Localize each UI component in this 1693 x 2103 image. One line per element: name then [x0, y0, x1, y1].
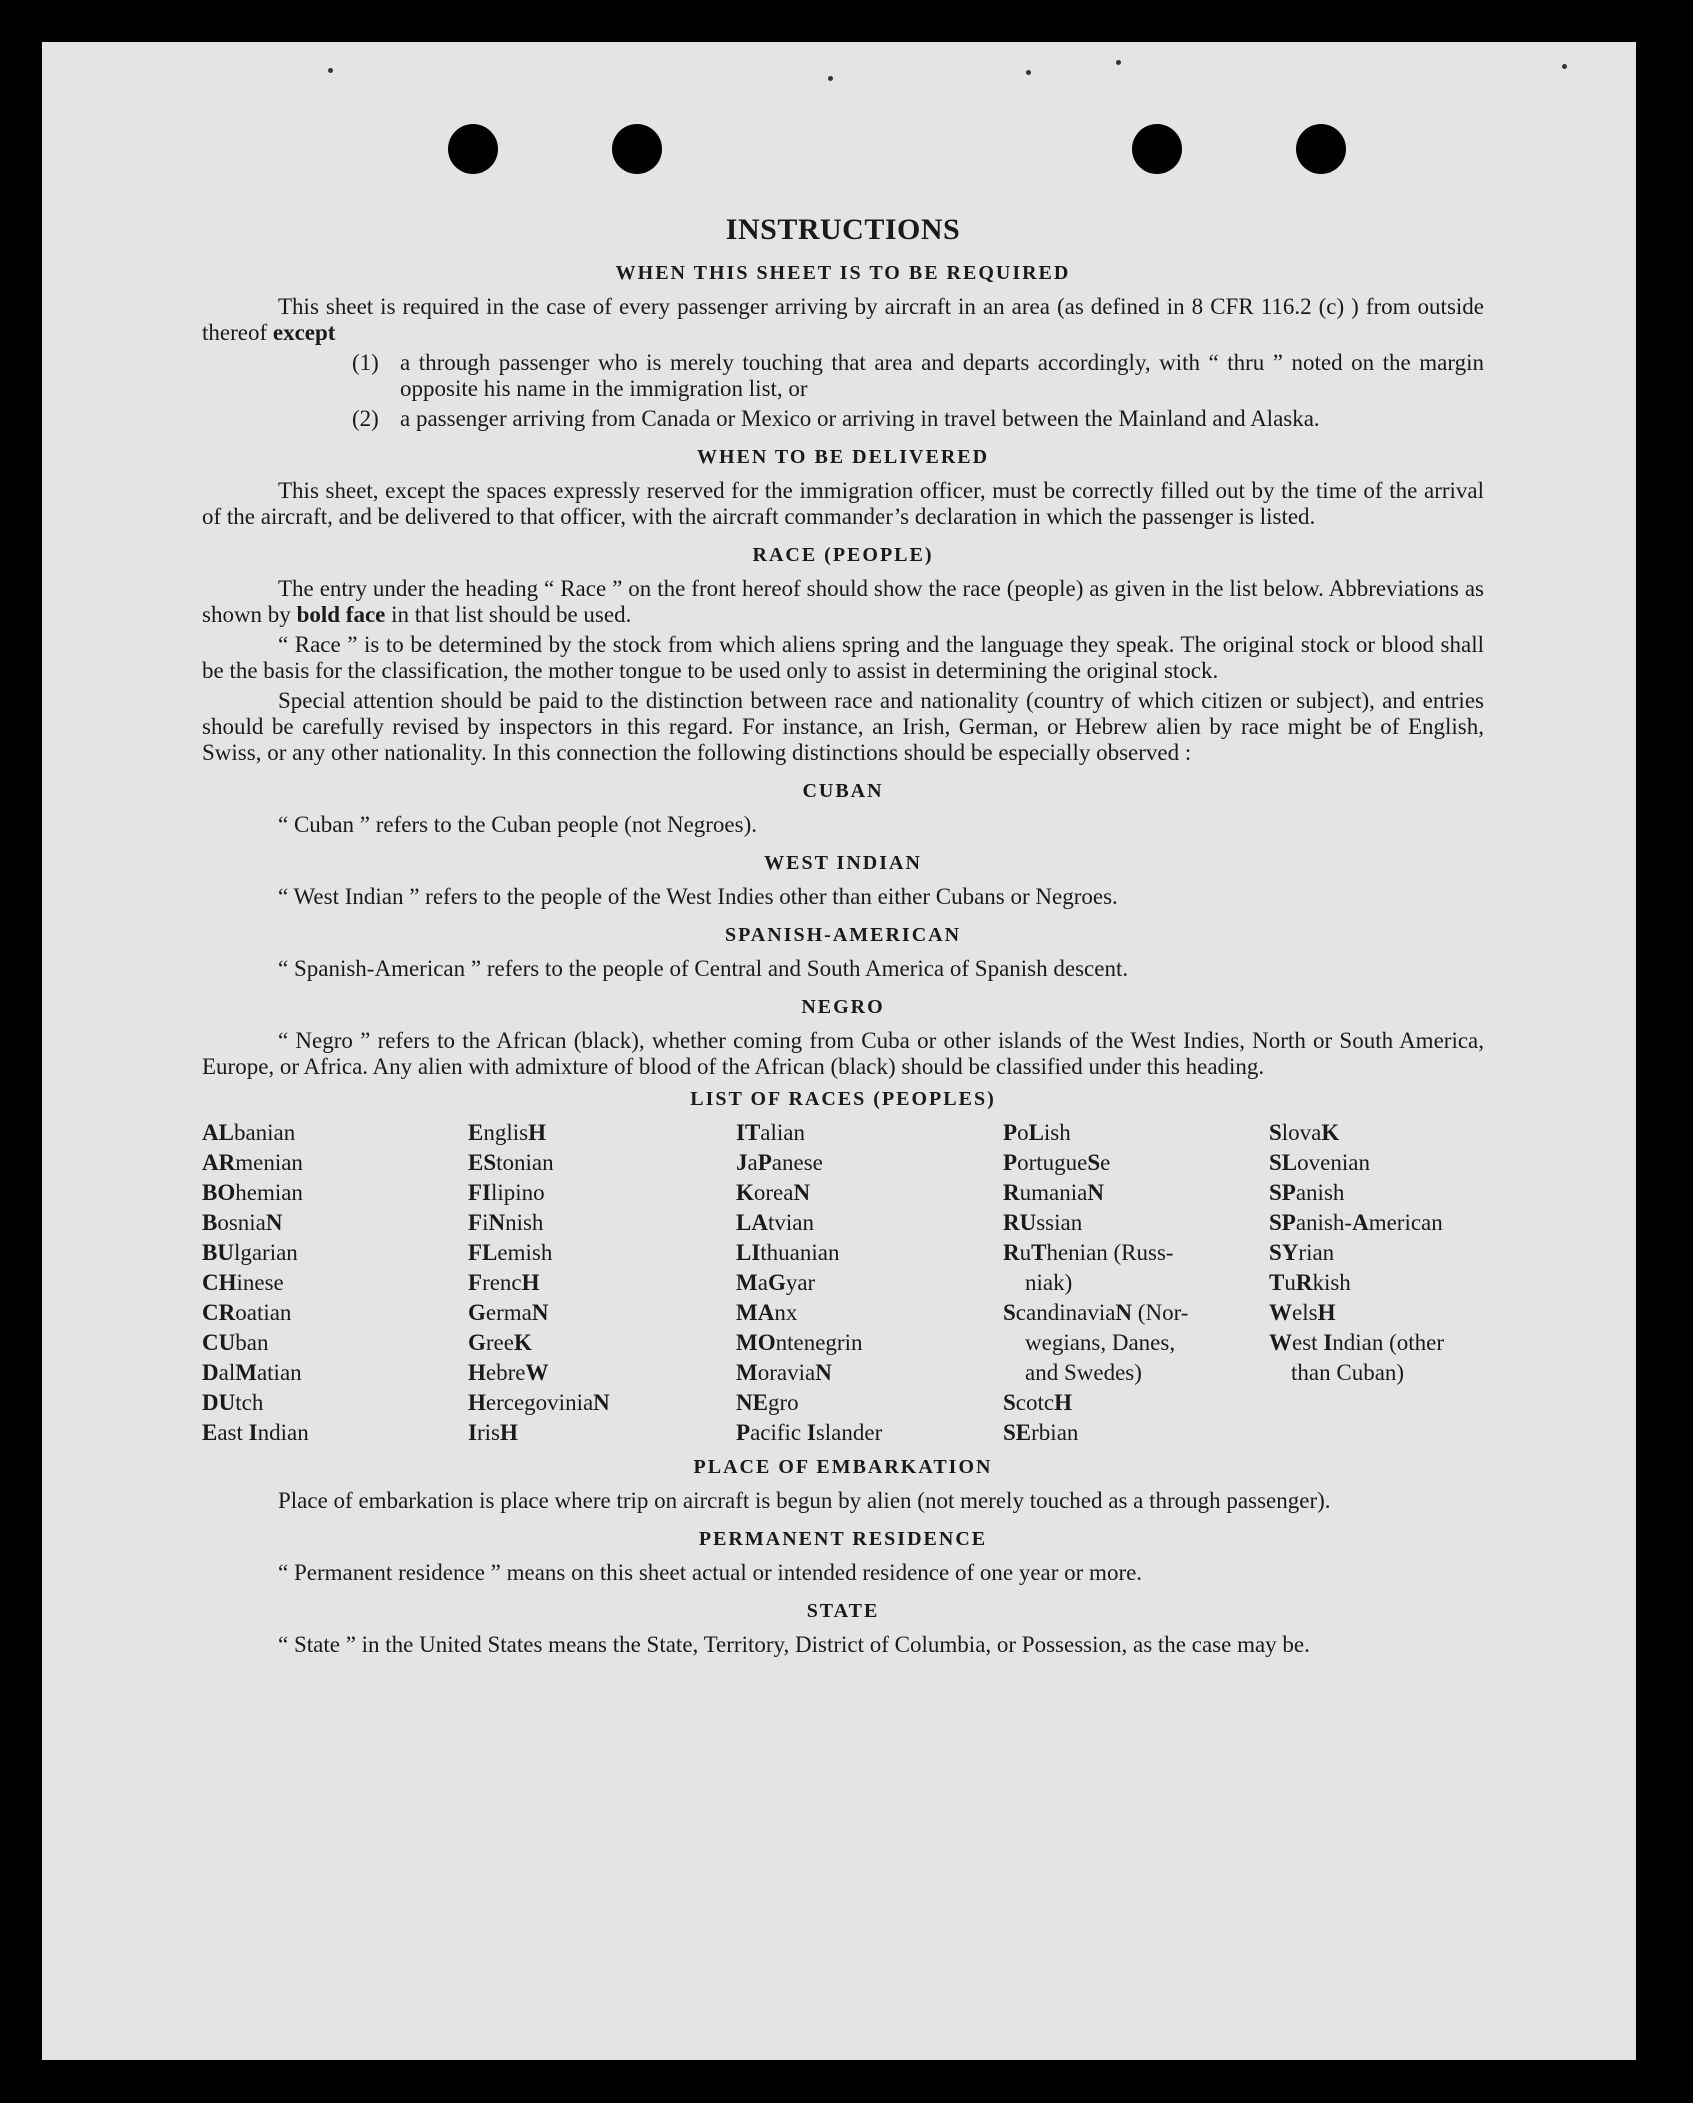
race-entry: CUban	[202, 1330, 269, 1355]
heading-race: RACE (PEOPLE)	[752, 544, 934, 566]
heading-spanish-american: SPANISH-AMERICAN	[724, 924, 962, 946]
spanish-american-text: “ Spanish-American ” refers to the people of Central and South America of Spanish descent.	[278, 956, 1129, 981]
race-entry: SlovaK	[1269, 1120, 1340, 1145]
race-entry: GermaN	[468, 1300, 549, 1325]
speck	[828, 76, 833, 81]
race-entry: RUssian	[1003, 1210, 1083, 1235]
heading-embarkation: PLACE OF EMBARKATION	[693, 1456, 993, 1478]
race-entry: WelsH	[1269, 1300, 1336, 1325]
heading-list-of-races: LIST OF RACES (PEOPLES)	[690, 1088, 996, 1110]
when-required-intro: This sheet is required in the case of every passenger arriving by aircraft in an area (as defined in 8 CFR 116.2 (c) ) from outside thereof except	[202, 294, 1484, 345]
heading-permanent-residence: PERMANENT RESIDENCE	[698, 1528, 988, 1550]
race-entry: RumaniaN	[1003, 1180, 1104, 1205]
race-entry: ITalian	[736, 1120, 805, 1145]
race-column	[202, 1118, 468, 1448]
heading-when-delivered: WHEN TO BE DELIVERED	[696, 446, 990, 468]
race-entry: Pacific Islander	[736, 1420, 883, 1445]
race-entry: SPanish-American	[1269, 1210, 1443, 1235]
race-entry: East Indian	[202, 1420, 309, 1445]
race-column	[468, 1118, 736, 1448]
race-entry: MOntenegrin	[736, 1330, 863, 1355]
speck	[1116, 60, 1121, 65]
race-entry: BosniaN	[202, 1210, 283, 1235]
race-paragraph-2: “ Race ” is to be determined by the stock from which aliens spring and the language they speak. The original stock or blood shall be the basis for the classification, the mother tongue to be used only to assist in determining the original stock.	[202, 632, 1484, 683]
race-entry: MoraviaN	[736, 1360, 832, 1385]
race-entry: IrisH	[468, 1420, 518, 1445]
race-entry: DalMatian	[202, 1360, 302, 1385]
item-text: a passenger arriving from Canada or Mexico or arriving in travel between the Mainland and Alaska.	[400, 406, 1320, 431]
races-list	[202, 1118, 1484, 1448]
race-entry: KoreaN	[736, 1180, 811, 1205]
race-entry: ARmenian	[202, 1150, 303, 1175]
race-entry: PoLish	[1003, 1120, 1071, 1145]
race-entry: TuRkish	[1269, 1270, 1351, 1295]
race-entry: than Cuban)	[1291, 1360, 1405, 1385]
race-entry: SPanish	[1269, 1180, 1345, 1205]
heading-state: STATE	[806, 1600, 880, 1622]
exception-item	[352, 350, 1484, 402]
race-entry: niak)	[1025, 1270, 1073, 1295]
race-entry: LAtvian	[736, 1210, 814, 1235]
race-entry: NEgro	[736, 1390, 799, 1415]
race-entry: CHinese	[202, 1270, 284, 1295]
speck	[1562, 64, 1567, 69]
state-text: “ State ” in the United States means the State, Territory, District of Columbia, or Possession, as the case may be.	[278, 1632, 1310, 1657]
race-entry: wegians, Danes,	[1025, 1330, 1176, 1355]
embarkation-text: Place of embarkation is place where trip on aircraft is begun by alien (not merely touched as a through passenger).	[278, 1488, 1331, 1513]
residence-text: “ Permanent residence ” means on this sheet actual or intended residence of one year or more.	[278, 1560, 1143, 1585]
punch-hole	[1296, 124, 1346, 174]
race-entry: FrencH	[468, 1270, 540, 1295]
race-entry: HercegoviniaN	[468, 1390, 610, 1415]
west-indian-text: “ West Indian ” refers to the people of the West Indies other than either Cubans or Negroes.	[278, 884, 1118, 909]
race-entry: GreeK	[468, 1330, 532, 1355]
race-entry: BUlgarian	[202, 1240, 298, 1265]
punch-hole	[612, 124, 662, 174]
race-entry: HebreW	[468, 1360, 549, 1385]
race-column	[736, 1118, 1003, 1448]
heading-when-required: WHEN THIS SHEET IS TO BE REQUIRED	[615, 262, 1071, 284]
race-entry: LIthuanian	[736, 1240, 840, 1265]
item-text: a through passenger who is merely touching that area and departs accordingly, with “ thru ” noted on the margin opposite his name in the immigration list, or	[400, 350, 1484, 401]
race-entry: ALbanian	[202, 1120, 296, 1145]
cuban-text: “ Cuban ” refers to the Cuban people (not Negroes).	[278, 812, 758, 837]
race-entry: SLovenian	[1269, 1150, 1370, 1175]
race-entry: SErbian	[1003, 1420, 1079, 1445]
speck	[328, 68, 333, 73]
race-entry: RuThenian (Russ-	[1003, 1240, 1174, 1265]
race-entry: EnglisH	[468, 1120, 546, 1145]
race-paragraph-1: The entry under the heading “ Race ” on the front hereof should show the race (people) as given in the list below. Abbreviations as shown by bold face in that list should be used.	[202, 576, 1484, 627]
heading-west-indian: WEST INDIAN	[764, 852, 922, 874]
punch-hole	[1132, 124, 1182, 174]
race-entry: CRoatian	[202, 1300, 292, 1325]
exception-item	[352, 406, 1484, 432]
instructions-content	[202, 212, 1484, 1662]
race-entry: MaGyar	[736, 1270, 816, 1295]
race-entry: BOhemian	[202, 1180, 303, 1205]
race-entry: JaPanese	[736, 1150, 823, 1175]
when-delivered-text: This sheet, except the spaces expressly reserved for the immigration officer, must be correctly filled out by the time of the arrival of the aircraft, and be delivered to that officer, with the aircraft commander’s declaration in which the passenger is listed.	[202, 478, 1484, 529]
punch-hole	[448, 124, 498, 174]
race-entry: and Swedes)	[1025, 1360, 1142, 1385]
race-column	[1269, 1118, 1484, 1448]
race-entry: SYrian	[1269, 1240, 1335, 1265]
item-number: (2)	[352, 406, 379, 431]
race-entry: ScotcH	[1003, 1390, 1072, 1415]
race-entry: FLemish	[468, 1240, 553, 1265]
race-entry: DUtch	[202, 1390, 264, 1415]
heading-cuban: CUBAN	[802, 780, 884, 802]
document-sheet	[42, 42, 1636, 2060]
race-entry: PortugueSe	[1003, 1150, 1111, 1175]
page-title: INSTRUCTIONS	[725, 213, 961, 246]
negro-text: “ Negro ” refers to the African (black), whether coming from Cuba or other islands of the West Indies, North or South America, Europe, or Africa. Any alien with admixture of blood of the African (black) should be classified under this heading.	[202, 1028, 1484, 1079]
race-column	[1003, 1118, 1269, 1448]
except-bold: except	[272, 320, 336, 345]
item-number: (1)	[352, 350, 379, 375]
race-entry: West Indian (other	[1269, 1330, 1445, 1355]
race-entry: ScandinaviaN (Nor-	[1003, 1300, 1189, 1325]
heading-negro: NEGRO	[801, 996, 885, 1018]
race-entry: EStonian	[468, 1150, 554, 1175]
race-entry: FiNnish	[468, 1210, 544, 1235]
speck	[1026, 70, 1031, 75]
race-paragraph-3: Special attention should be paid to the distinction between race and nationality (country of which citizen or subject), and entries should be carefully revised by inspectors in this regard. For instance, an Irish, German, or Hebrew alien by race might be of English, Swiss, or any other nationality. In this connection the following distinctions should be especially observed :	[202, 688, 1484, 765]
race-entry: FIlipino	[468, 1180, 545, 1205]
race-entry: MAnx	[736, 1300, 798, 1325]
